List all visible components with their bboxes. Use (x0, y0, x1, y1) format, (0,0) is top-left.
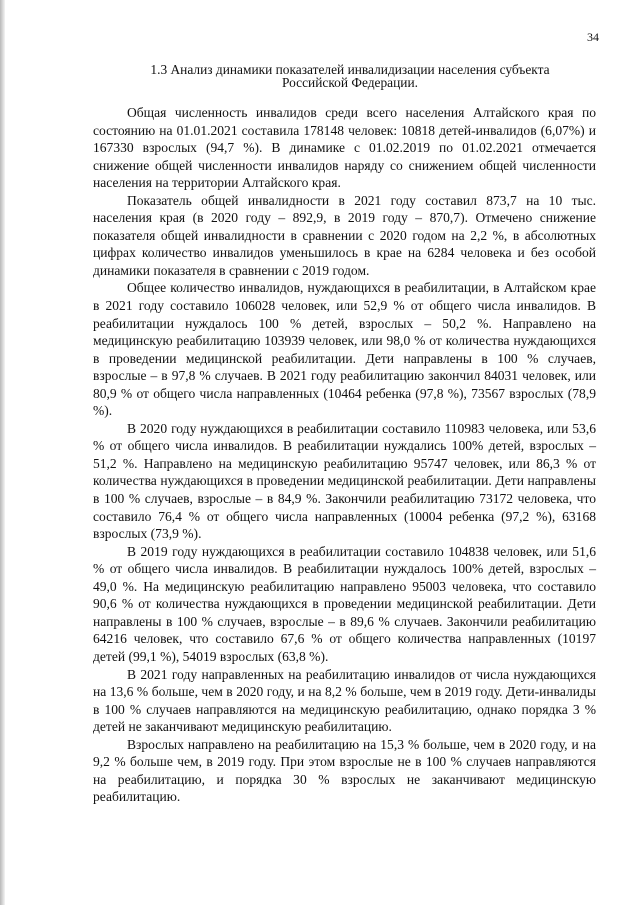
paragraph-total-disabled: Общая численность инвалидов среди всего населения Алтайского края по состоянию на 01.01.2021 составила 178148 человек: 10818 детей-инвалидов (6,07%) и 167330 взрослых (94,7 %). В динамике с 01.02.2019 по 01.02.2021 отмечается снижение общей численности инвалидов наряду со снижением общей численности населения на территории Алтайского края. (93, 105, 596, 191)
paragraph-disability-rate: Показатель общей инвалидности в 2021 году составил 873,7 на 10 тыс. населения края (в 2020 году – 892,9, в 2019 году – 870,7). Отмечено снижение показателя общей инвалидности в сравнении с 2020 годом на 2,2 %, в абсолютных цифрах количество инвалидов уменьшилось в крае на 6284 человека и без особой динамики показателя в сравнении с 2019 годом. (93, 192, 596, 278)
section-heading (95, 63, 605, 89)
paragraph-rehabilitation-2020: В 2020 году нуждающихся в реабилитации составило 110983 человека, или 53,6 % от общего числа инвалидов. В реабилитации нуждались 100% детей, взрослых – 51,2 %. Направлено на медицинскую реабилитацию 95747 человек, или 86,3 % от количества нуждающихся в проведении медицинской реабилитации. Дети направлены в 100 % случаев, взрослые – в 84,9 %. Закончили реабилитацию 73172 человека, что составило 76,4 % от общего числа направленных (10004 ребенка (97,2 %), 63168 взрослых (73,9 %). (93, 420, 596, 542)
page-number: 34 (587, 30, 599, 44)
paragraph-comparison-adults: Взрослых направлено на реабилитацию на 15,3 % больше, чем в 2020 году, и на 9,2 % больше чем, в 2019 году. При этом взрослые не в 100 % случаев направляются на реабилитацию, и порядка 30 % взрослых не заканчивают медицинскую реабилитацию. (93, 736, 596, 805)
document-body (93, 100, 596, 806)
paragraph-comparison-children: В 2021 году направленных на реабилитацию инвалидов от числа нуждающихся на 13,6 % больше, чем в 2020 году, и на 8,2 % больше, чем в 2019 году. Дети-инвалиды в 100 % случаев направляются на медицинскую реабилитацию, однако порядка 3 % детей не заканчивают медицинскую реабилитацию. (93, 666, 596, 735)
scan-left-edge (0, 0, 5, 905)
section-heading-line-2: Российской Федерации. (282, 75, 418, 90)
section-heading-line-1: 1.3 Анализ динамики показателей инвалидизации населения субъекта (150, 62, 550, 77)
paragraph-rehabilitation-2019: В 2019 году нуждающихся в реабилитации составило 104838 человек, или 51,6 % от общего числа инвалидов. В реабилитации нуждалось 100% детей, взрослых – 49,0 %. На медицинскую реабилитацию направлено 95003 человека, что составило 90,6 % от количества нуждающихся в проведении медицинской реабилитации. Дети направлены в 100 % случаев, взрослые – в 89,6 % случаев. Закончили реабилитацию 64216 человек, что составило 67,6 % от общего количества направленных (10197 детей (99,1 %), 54019 взрослых (63,8 %). (93, 543, 596, 664)
paragraph-rehabilitation-2021: Общее количество инвалидов, нуждающихся в реабилитации, в Алтайском крае в 2021 году составило 106028 человек, или 52,9 % от общего числа инвалидов. В реабилитации нуждалось 100 % детей, взрослых – 50,2 %. Направлено на медицинскую реабилитацию 103939 человек, или 98,0 % от количества нуждающихся в проведении медицинской реабилитации. Дети направлены в 100 % случаев, взрослые – в 97,8 % случаев. В 2021 году реабилитацию закончил 84031 человек, или 80,9 % от общего числа направленных (10464 ребенка (97,8 %), 73567 взрослых (78,9 %). (93, 280, 596, 419)
